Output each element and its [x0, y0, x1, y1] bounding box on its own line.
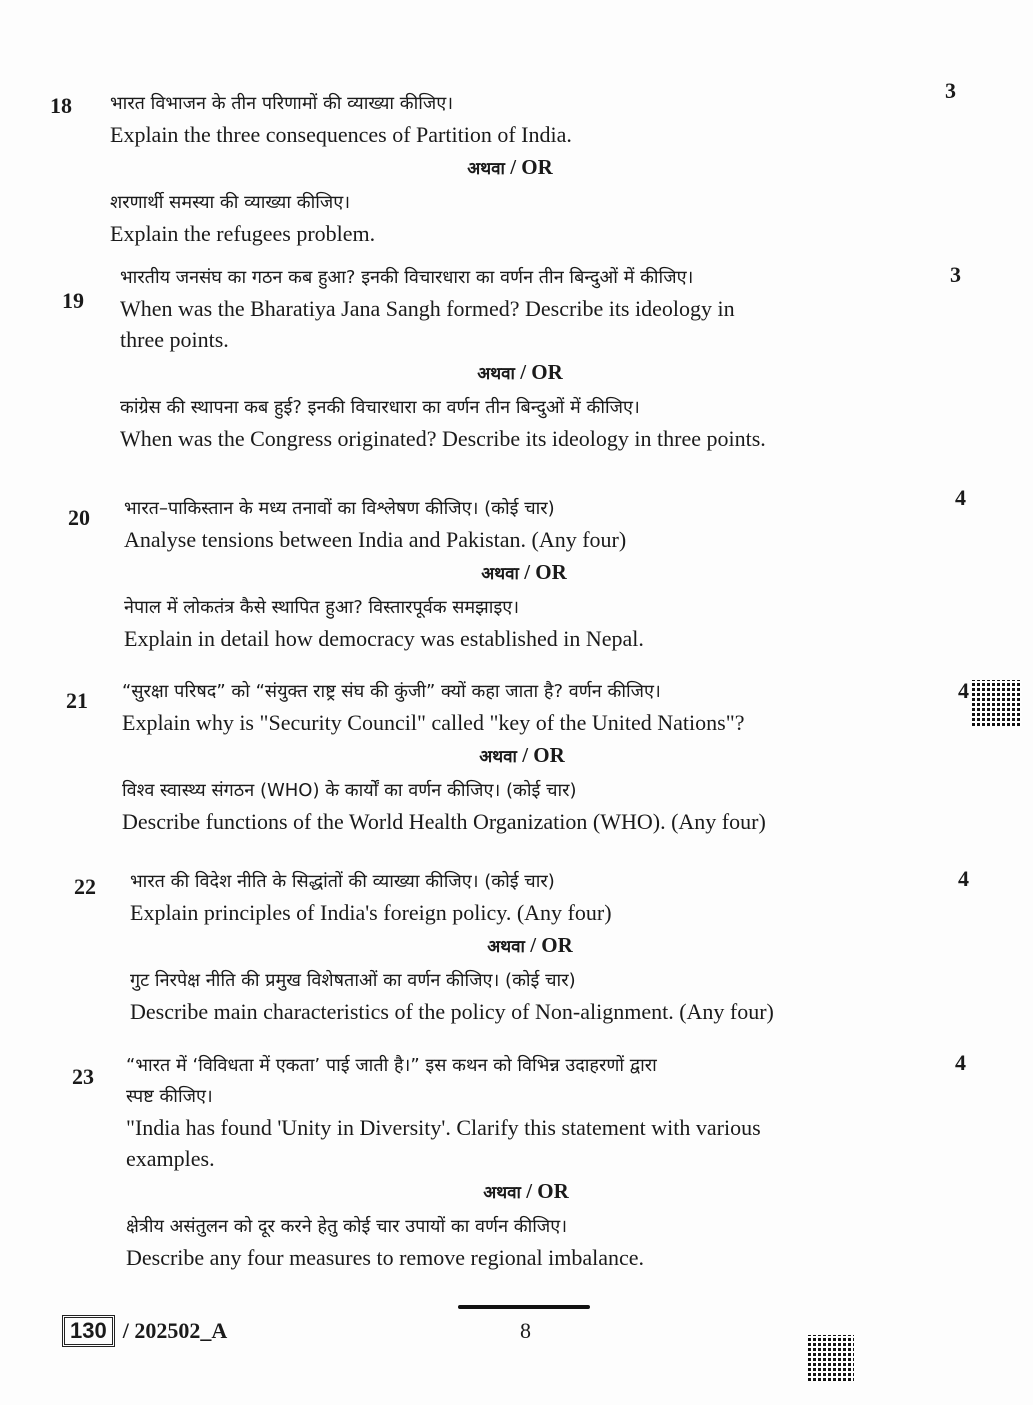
or-hindi: अथवा — [487, 937, 525, 957]
question-text-english: Explain why is "Security Council" called "key of the United Nations"? — [122, 710, 745, 735]
or-english: / OR — [526, 1179, 569, 1203]
alt-question-english: Describe main characteristics of the policy of Non-alignment. (Any four) — [130, 999, 774, 1024]
barcode-icon — [808, 1335, 854, 1381]
or-separator — [130, 930, 930, 963]
question-text-english: "India has found 'Unity in Diversity'. Clarify this statement with various — [126, 1115, 761, 1140]
question-number: 19 — [62, 288, 84, 313]
question-number: 22 — [74, 874, 96, 899]
or-separator — [126, 1176, 926, 1209]
question-text-hindi: भारत विभाजन के तीन परिणामों की व्याख्या कीजिए। — [110, 93, 454, 114]
question-text-hindi: “भारत में ‘विविधता में एकता’ पाई जाती है।” इस कथन को विभिन्न उदाहरणों द्वारा — [126, 1055, 657, 1076]
question-text-hindi: भारत की विदेश नीति के सिद्धांतों की व्याख्या कीजिए। (कोई चार) — [130, 871, 555, 892]
alt-question-hindi: गुट निरपेक्ष नीति की प्रमुख विशेषताओं का वर्णन कीजिए। (कोई चार) — [130, 970, 576, 991]
question-number: 18 — [50, 93, 72, 118]
or-hindi: अथवा — [481, 564, 519, 584]
or-hindi: अथवा — [467, 159, 505, 179]
question-marks: 4 — [955, 485, 966, 510]
question-marks: 3 — [950, 262, 961, 287]
question-number: 23 — [72, 1064, 94, 1089]
or-separator — [120, 357, 920, 390]
end-rule — [458, 1305, 590, 1309]
paper-code-suffix: / 202502_A — [122, 1318, 228, 1343]
alt-question-english: Describe any four measures to remove regional imbalance. — [126, 1245, 645, 1270]
paper-code — [62, 1315, 227, 1347]
question-text-hindi: “सुरक्षा परिषद” को “संयुक्त राष्ट्र संघ की कुंजी” क्यों कहा जाता है? वर्णन कीजिए। — [122, 681, 661, 702]
alt-question-hindi: नेपाल में लोकतंत्र कैसे स्थापित हुआ? विस्तारपूर्वक समझाइए। — [124, 597, 520, 618]
or-hindi: अथवा — [483, 1183, 521, 1203]
question-text-hindi: स्पष्ट कीजिए। — [126, 1086, 213, 1107]
or-separator — [124, 557, 924, 590]
question-number: 21 — [66, 688, 88, 713]
question-marks: 4 — [958, 866, 969, 891]
or-english: / OR — [520, 360, 563, 384]
question-text-english: Analyse tensions between India and Pakistan. (Any four) — [124, 527, 627, 552]
question-text-english: When was the Bharatiya Jana Sangh formed? Describe its ideology in — [120, 296, 735, 321]
alt-question-english: Explain in detail how democracy was established in Nepal. — [124, 626, 644, 651]
question-text-english: Explain principles of India's foreign policy. (Any four) — [130, 900, 612, 925]
alt-question-hindi: शरणार्थी समस्या की व्याख्या कीजिए। — [110, 192, 351, 213]
question-marks: 4 — [955, 1050, 966, 1075]
question-number: 20 — [68, 505, 90, 530]
alt-question-english: Explain the refugees problem. — [110, 221, 376, 246]
question-marks: 3 — [945, 78, 956, 103]
or-hindi: अथवा — [477, 364, 515, 384]
question-text-hindi: भारत–पाकिस्तान के मध्य तनावों का विश्लेषण कीजिए। (कोई चार) — [124, 498, 555, 519]
question-text-hindi: भारतीय जनसंघ का गठन कब हुआ? इनकी विचारधारा का वर्णन तीन बिन्दुओं में कीजिए। — [120, 267, 694, 288]
page-number: 8 — [520, 1318, 531, 1343]
question-text-english: examples. — [126, 1146, 215, 1171]
question-marks: 4 — [958, 678, 969, 703]
paper-code-box: 130 — [62, 1315, 115, 1347]
qr-code-icon — [972, 680, 1022, 726]
or-english: / OR — [510, 155, 553, 179]
or-separator — [122, 740, 922, 773]
question-text-english: Explain the three consequences of Partition of India. — [110, 122, 572, 147]
alt-question-hindi: कांग्रेस की स्थापना कब हुई? इनकी विचारधारा का वर्णन तीन बिन्दुओं में कीजिए। — [120, 397, 640, 418]
question-text-english: three points. — [120, 327, 229, 352]
alt-question-hindi: क्षेत्रीय असंतुलन को दूर करने हेतु कोई चार उपायों का वर्णन कीजिए। — [126, 1216, 568, 1237]
or-english: / OR — [524, 560, 567, 584]
alt-question-english: When was the Congress originated? Describe its ideology in three points. — [120, 426, 766, 451]
or-english: / OR — [522, 743, 565, 767]
alt-question-english: Describe functions of the World Health Organization (WHO). (Any four) — [122, 809, 766, 834]
or-separator — [110, 152, 910, 185]
alt-question-hindi: विश्व स्वास्थ्य संगठन (WHO) के कार्यों का वर्णन कीजिए। (कोई चार) — [122, 780, 577, 801]
or-hindi: अथवा — [479, 747, 517, 767]
or-english: / OR — [530, 933, 573, 957]
